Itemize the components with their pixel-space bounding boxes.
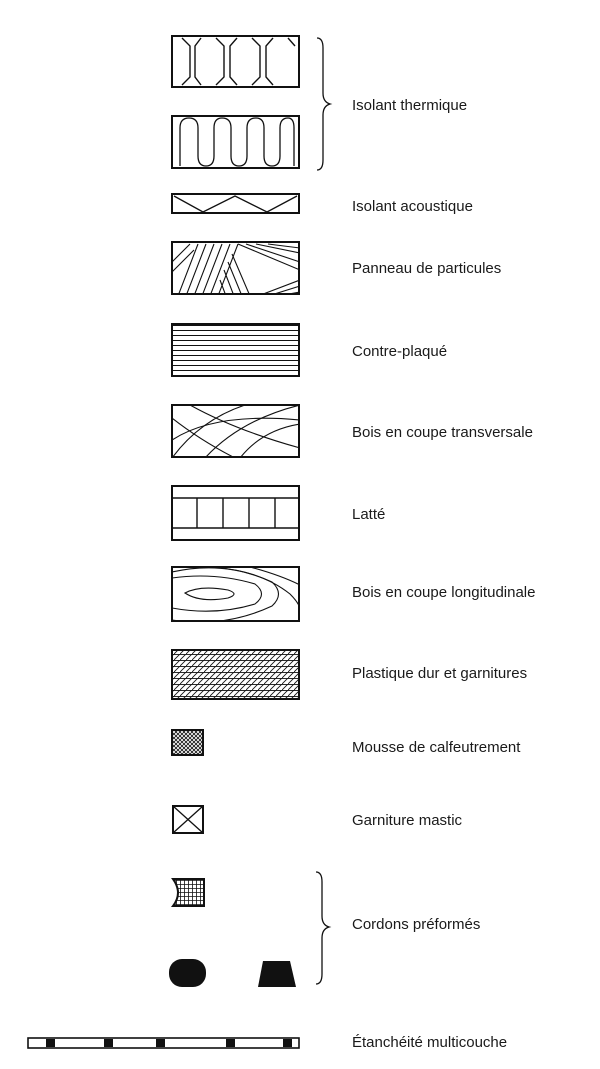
garniture-mastic-symbol: [173, 806, 203, 833]
brace-cordons-preformes: [316, 872, 329, 984]
label-etancheite-multicouche: Étanchéité multicouche: [352, 1034, 508, 1051]
label-plastique-dur: Plastique dur et garnitures: [352, 665, 528, 682]
bois-coupe-transversale-symbol: [172, 405, 300, 458]
cordons-preformes-symbol-trapezoid: [258, 961, 296, 987]
brace-isolant-thermique: [317, 38, 330, 170]
cordons-preformes-symbol-grid: [173, 879, 204, 906]
label-latte: Latté: [352, 506, 386, 523]
label-mousse-calfeutrement: Mousse de calfeutrement: [352, 739, 521, 756]
isolant-acoustique-symbol: [172, 194, 299, 213]
label-garniture-mastic: Garniture mastic: [352, 812, 463, 829]
isolant-thermique-symbol-folds: [172, 116, 299, 168]
contre-plaque-symbol: [172, 324, 299, 376]
label-bois-coupe-longitudinale: Bois en coupe longitudinale: [352, 584, 536, 601]
cordons-preformes-symbol-round: [169, 959, 206, 987]
label-bois-coupe-transversale: Bois en coupe transversale: [352, 424, 533, 441]
mousse-calfeutrement-symbol: [172, 730, 203, 755]
latte-symbol: [172, 486, 299, 540]
label-contre-plaque: Contre-plaqué: [352, 343, 448, 360]
label-isolant-acoustique: Isolant acoustique: [352, 198, 473, 215]
etancheite-multicouche-symbol: [28, 1038, 299, 1048]
bois-coupe-longitudinale-symbol: [172, 567, 300, 622]
label-isolant-thermique: Isolant thermique: [352, 97, 468, 114]
plastique-dur-symbol: [172, 650, 299, 699]
isolant-thermique-symbol-zigzag: [172, 36, 299, 87]
panneau-de-particules-symbol: [172, 242, 300, 296]
label-panneau-de-particules: Panneau de particules: [352, 260, 502, 277]
label-cordons-preformes: Cordons préformés: [352, 916, 481, 933]
